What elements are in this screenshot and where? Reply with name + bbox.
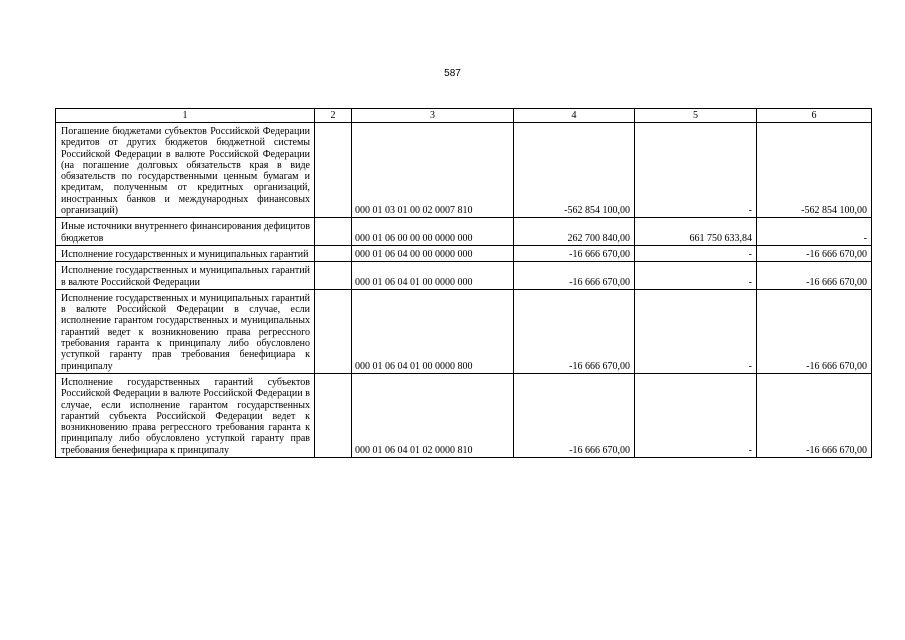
row-col6-cell: - (757, 218, 872, 246)
row-col4-cell: -16 666 670,00 (514, 373, 635, 457)
column-header-3: 3 (352, 109, 514, 123)
row-name-cell: Исполнение государственных и муниципальных гарантий в валюте Российской Федерации в случае, если исполнение гарантом государственных и муниципальных гарантий ведет к возникновению права регрессного требования гаранта к принципалу либо обусловлено уступкой гаранту прав требования бенефициара к принципалу (56, 289, 315, 373)
row-name-cell: Погашение бюджетами субъектов Российской Федерации кредитов от других бюджетов бюджетной системы Российской Федерации в валюте Российской Федерации (на погашение долговых обязательств края в виде обязательств по государственными ценным бумагам и кредитам, полученным от кредитных организаций, иностранных банков и международных финансовых организаций) (56, 123, 315, 218)
row-col5-cell: - (635, 123, 757, 218)
row-code-cell: 000 01 06 04 00 00 0000 000 (352, 245, 514, 261)
row-col2-cell (315, 245, 352, 261)
table-row (56, 373, 872, 457)
row-col4-cell: -16 666 670,00 (514, 245, 635, 261)
row-col2-cell (315, 373, 352, 457)
column-header-4: 4 (514, 109, 635, 123)
row-col4-cell: -16 666 670,00 (514, 262, 635, 290)
row-col6-cell: -16 666 670,00 (757, 289, 872, 373)
row-col4-cell: -16 666 670,00 (514, 289, 635, 373)
row-col5-cell: - (635, 262, 757, 290)
row-col4-cell: -562 854 100,00 (514, 123, 635, 218)
row-col6-cell: -16 666 670,00 (757, 373, 872, 457)
row-col2-cell (315, 262, 352, 290)
row-code-cell: 000 01 06 00 00 00 0000 000 (352, 218, 514, 246)
row-code-cell: 000 01 06 04 01 02 0000 810 (352, 373, 514, 457)
table-row (56, 289, 872, 373)
row-name-cell: Исполнение государственных гарантий субъектов Российской Федерации в валюте Российской Федерации в случае, если исполнение гарантом государственных гарантий субъекта Российской Федерации ведет к возникновению права регрессного требования гаранта к принципалу либо обусловлено уступкой гаранту прав требования бенефициара к принципалу (56, 373, 315, 457)
table-row (56, 262, 872, 290)
row-col2-cell (315, 218, 352, 246)
row-col5-cell: 661 750 633,84 (635, 218, 757, 246)
row-code-cell: 000 01 06 04 01 00 0000 800 (352, 289, 514, 373)
table-row (56, 123, 872, 218)
row-col5-cell: - (635, 245, 757, 261)
row-col5-cell: - (635, 373, 757, 457)
table-row (56, 218, 872, 246)
budget-sources-table (55, 108, 872, 458)
column-header-6: 6 (757, 109, 872, 123)
page-number: 587 (444, 68, 461, 79)
column-header-5: 5 (635, 109, 757, 123)
row-name-cell: Исполнение государственных и муниципальных гарантий (56, 245, 315, 261)
row-name-cell: Исполнение государственных и муниципальных гарантий в валюте Российской Федерации (56, 262, 315, 290)
row-col2-cell (315, 123, 352, 218)
column-header-2: 2 (315, 109, 352, 123)
table-row (56, 245, 872, 261)
row-col5-cell: - (635, 289, 757, 373)
row-code-cell: 000 01 06 04 01 00 0000 000 (352, 262, 514, 290)
row-code-cell: 000 01 03 01 00 02 0007 810 (352, 123, 514, 218)
row-col6-cell: -16 666 670,00 (757, 245, 872, 261)
row-col6-cell: -562 854 100,00 (757, 123, 872, 218)
row-col2-cell (315, 289, 352, 373)
row-col6-cell: -16 666 670,00 (757, 262, 872, 290)
column-header-1: 1 (56, 109, 315, 123)
table-header-row (56, 109, 872, 123)
row-name-cell: Иные источники внутреннего финансирования дефицитов бюджетов (56, 218, 315, 246)
row-col4-cell: 262 700 840,00 (514, 218, 635, 246)
